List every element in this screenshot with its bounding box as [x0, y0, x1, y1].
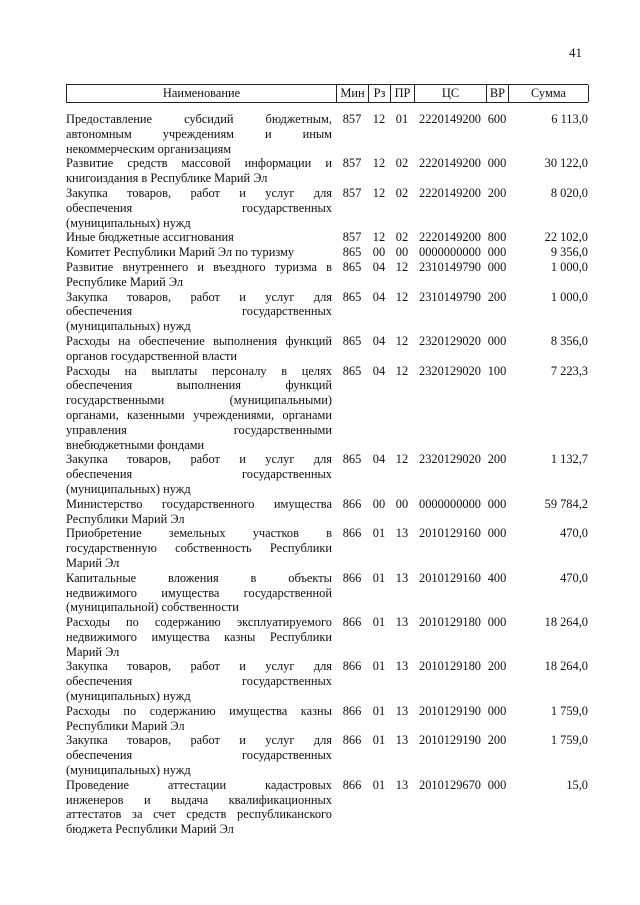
table-row	[66, 186, 588, 230]
row-vr: 100	[487, 363, 507, 378]
row-min: 866	[342, 570, 362, 585]
header-cs: ЦС	[415, 85, 487, 102]
row-name-line: Расходы на обеспечение выполнения функций	[66, 333, 332, 348]
header-vr: ВР	[487, 85, 509, 102]
row-vr: 200	[487, 452, 507, 467]
budget-table	[66, 84, 588, 837]
row-cs: 2010129190	[419, 703, 481, 718]
row-sum: 1 132,7	[550, 452, 588, 467]
row-rz: 01	[372, 703, 386, 718]
row-name	[66, 260, 336, 290]
row-name-line: Республике Марий Эл	[66, 274, 184, 289]
row-sum: 30 122,0	[544, 156, 588, 171]
row-cs: 2010129160	[419, 526, 481, 541]
row-min: 866	[342, 703, 362, 718]
row-vr: 000	[487, 526, 507, 541]
row-pr: 13	[395, 526, 409, 541]
header-min: Мин	[337, 85, 369, 102]
row-name-line: (муниципальной) собственности	[66, 600, 239, 615]
row-rz: 01	[372, 526, 386, 541]
row-rz: 04	[372, 452, 386, 467]
row-name-line: внебюджетными фондами	[66, 437, 205, 452]
row-name-line: некоммерческим организациям	[66, 141, 232, 156]
row-cs: 2010129670	[419, 777, 481, 792]
row-name-line: Марий Эл	[66, 555, 120, 570]
row-name-line: Закупка товаров, работ и услуг для	[66, 659, 332, 674]
row-pr: 13	[395, 703, 409, 718]
row-rz: 04	[372, 333, 386, 348]
row-rz: 00	[372, 245, 386, 260]
table-row	[66, 778, 588, 837]
row-name-line: органов государственной власти	[66, 348, 238, 363]
row-cs: 2320129020	[419, 363, 481, 378]
header-sum: Сумма	[509, 85, 589, 102]
row-min: 866	[342, 733, 362, 748]
row-name-line: Республики Марий Эл	[66, 718, 185, 733]
row-rz: 04	[372, 259, 386, 274]
row-name-line: Закупка товаров, работ и услуг для	[66, 733, 332, 748]
row-pr: 13	[395, 733, 409, 748]
row-sum: 1 000,0	[550, 259, 588, 274]
row-vr: 000	[487, 615, 507, 630]
row-cs: 0000000000	[419, 496, 481, 511]
table-header	[66, 84, 588, 103]
page-number: 41	[569, 45, 582, 60]
row-min: 866	[342, 615, 362, 630]
table-row	[66, 704, 588, 734]
table-body	[66, 112, 588, 837]
row-min: 865	[342, 363, 362, 378]
row-name	[66, 733, 336, 777]
row-rz: 00	[372, 496, 386, 511]
row-min: 857	[342, 156, 362, 171]
row-rz: 01	[372, 570, 386, 585]
row-rz: 12	[372, 230, 386, 245]
row-name	[66, 334, 336, 364]
row-pr: 00	[395, 245, 409, 260]
row-vr: 200	[487, 289, 507, 304]
row-name-line: органами, казенными учреждениями, органами	[66, 407, 332, 422]
row-name-line: Республики Марий Эл	[66, 511, 185, 526]
row-pr: 13	[395, 777, 409, 792]
row-name	[66, 778, 336, 837]
row-name-line: недвижимого имущества государственной	[66, 585, 332, 600]
row-rz: 12	[372, 185, 386, 200]
row-name-line: обеспечения государственных	[66, 467, 332, 482]
row-min: 866	[342, 496, 362, 511]
row-name-line: автономным учреждениям и иным	[66, 126, 332, 141]
row-cs: 2010129180	[419, 659, 481, 674]
row-vr: 600	[487, 112, 507, 126]
row-min: 857	[342, 230, 362, 245]
row-name-line: обеспечения государственных	[66, 674, 332, 689]
row-cs: 0000000000	[419, 245, 481, 260]
row-sum: 15,0	[566, 777, 588, 792]
table-row	[66, 733, 588, 777]
row-vr: 000	[487, 703, 507, 718]
row-vr: 000	[487, 496, 507, 511]
table-row	[66, 334, 588, 364]
table-row	[66, 290, 588, 334]
row-vr: 000	[487, 245, 507, 260]
row-name-line: обеспечения государственных	[66, 200, 332, 215]
row-rz: 04	[372, 363, 386, 378]
row-name-line: обеспечения государственных	[66, 304, 332, 319]
row-rz: 01	[372, 733, 386, 748]
row-name-line: государственную собственность Республики	[66, 541, 332, 556]
row-cs: 2220149200	[419, 112, 481, 126]
row-sum: 8 020,0	[550, 185, 588, 200]
row-min: 857	[342, 112, 362, 126]
row-vr: 000	[487, 777, 507, 792]
row-name	[66, 245, 336, 260]
row-name-line: Закупка товаров, работ и услуг для	[66, 185, 332, 200]
row-vr: 000	[487, 259, 507, 274]
row-name-line: (муниципальных) нужд	[66, 481, 191, 496]
row-name	[66, 452, 336, 496]
table-row	[66, 364, 588, 453]
row-sum: 18 264,0	[544, 615, 588, 630]
row-name-line: Марий Эл	[66, 644, 120, 659]
row-vr: 800	[487, 230, 507, 245]
row-min: 865	[342, 452, 362, 467]
row-rz: 04	[372, 289, 386, 304]
row-vr: 000	[487, 333, 507, 348]
row-vr: 400	[487, 570, 507, 585]
row-name-line: Предоставление субсидий бюджетным,	[66, 112, 332, 126]
table-row	[66, 526, 588, 570]
row-name	[66, 186, 336, 230]
header-name: Наименование	[67, 85, 337, 102]
row-vr: 200	[487, 659, 507, 674]
row-pr: 02	[395, 185, 409, 200]
row-name	[66, 497, 336, 527]
row-name-line: бюджета Республики Марий Эл	[66, 822, 234, 837]
header-rz: Рз	[369, 85, 391, 102]
table-row	[66, 659, 588, 703]
row-pr: 12	[395, 289, 409, 304]
table-row	[66, 112, 588, 156]
row-cs: 2320129020	[419, 452, 481, 467]
row-min: 865	[342, 333, 362, 348]
row-name-line: Министерство государственного имущества	[66, 496, 332, 511]
row-min: 866	[342, 659, 362, 674]
row-pr: 00	[395, 496, 409, 511]
row-min: 857	[342, 185, 362, 200]
row-name-line: инженеров и выдача квалификационных	[66, 792, 332, 807]
row-pr: 01	[395, 112, 409, 126]
row-rz: 01	[372, 615, 386, 630]
row-name-line: обеспечения выполнения функций	[66, 378, 332, 393]
row-pr: 12	[395, 363, 409, 378]
row-pr: 13	[395, 615, 409, 630]
row-min: 866	[342, 526, 362, 541]
row-rz: 12	[372, 156, 386, 171]
row-name-line: Расходы по содержанию имущества казны	[66, 703, 332, 718]
row-name-line: обеспечения государственных	[66, 748, 332, 763]
row-sum: 470,0	[560, 570, 588, 585]
row-sum: 8 356,0	[550, 333, 588, 348]
row-cs: 2220149200	[419, 185, 481, 200]
table-row	[66, 615, 588, 659]
row-name-line: Капитальные вложения в объекты	[66, 570, 332, 585]
row-name-line: Закупка товаров, работ и услуг для	[66, 452, 332, 467]
row-min: 866	[342, 777, 362, 792]
row-sum: 22 102,0	[544, 230, 588, 245]
row-name-line: Развитие внутреннего и въездного туризма в	[66, 259, 332, 274]
row-sum: 470,0	[560, 526, 588, 541]
row-pr: 02	[395, 156, 409, 171]
row-name	[66, 704, 336, 734]
row-name-line: Закупка товаров, работ и услуг для	[66, 289, 332, 304]
table-row	[66, 245, 588, 260]
row-sum: 9 356,0	[550, 245, 588, 260]
row-name	[66, 230, 336, 245]
row-name	[66, 615, 336, 659]
row-name-line: (муниципальных) нужд	[66, 763, 191, 778]
table-row	[66, 571, 588, 615]
row-name-line: Расходы на выплаты персоналу в целях	[66, 363, 332, 378]
row-name-line: Иные бюджетные ассигнования	[66, 230, 234, 245]
row-name	[66, 659, 336, 703]
row-name-line: Развитие средств массовой информации и	[66, 156, 332, 171]
row-cs: 2010129180	[419, 615, 481, 630]
table-row	[66, 230, 588, 245]
row-sum: 1 000,0	[550, 289, 588, 304]
row-cs: 2220149200	[419, 230, 481, 245]
row-rz: 01	[372, 777, 386, 792]
row-name-line: книгоиздания в Республике Марий Эл	[66, 171, 268, 186]
row-cs: 2010129160	[419, 570, 481, 585]
row-name-line: Проведение аттестации кадастровых	[66, 777, 332, 792]
row-sum: 6 113,0	[551, 112, 588, 126]
row-name-line: государственными (муниципальными)	[66, 393, 332, 408]
row-sum: 59 784,2	[544, 496, 588, 511]
row-cs: 2310149790	[419, 289, 481, 304]
row-vr: 000	[487, 156, 507, 171]
row-pr: 13	[395, 659, 409, 674]
row-vr: 200	[487, 733, 507, 748]
row-name-line: Расходы по содержанию эксплуатируемого	[66, 615, 332, 630]
row-cs: 2010129190	[419, 733, 481, 748]
row-vr: 200	[487, 185, 507, 200]
row-name-line: Комитет Республики Марий Эл по туризму	[66, 245, 295, 260]
row-rz: 01	[372, 659, 386, 674]
row-cs: 2320129020	[419, 333, 481, 348]
row-name	[66, 112, 336, 156]
row-cs: 2310149790	[419, 259, 481, 274]
row-name-line: аттестатов за счет средств республиканского	[66, 807, 332, 822]
row-min: 865	[342, 245, 362, 260]
row-min: 865	[342, 259, 362, 274]
row-name	[66, 156, 336, 186]
row-name-line: Приобретение земельных участков в	[66, 526, 332, 541]
row-name-line: (муниципальных) нужд	[66, 689, 191, 704]
row-name-line: управления государственными	[66, 422, 332, 437]
row-name	[66, 290, 336, 334]
row-name-line: недвижимого имущества казны Республики	[66, 629, 332, 644]
row-name-line: (муниципальных) нужд	[66, 319, 191, 334]
row-name	[66, 526, 336, 570]
table-row	[66, 452, 588, 496]
row-sum: 1 759,0	[550, 703, 588, 718]
row-pr: 12	[395, 333, 409, 348]
row-cs: 2220149200	[419, 156, 481, 171]
row-name	[66, 364, 336, 453]
row-pr: 12	[395, 452, 409, 467]
row-sum: 1 759,0	[550, 733, 588, 748]
table-row	[66, 156, 588, 186]
header-pr: ПР	[391, 85, 415, 102]
table-row	[66, 497, 588, 527]
table-row	[66, 260, 588, 290]
row-pr: 12	[395, 259, 409, 274]
row-sum: 18 264,0	[544, 659, 588, 674]
row-name-line: (муниципальных) нужд	[66, 215, 191, 230]
row-sum: 7 223,3	[550, 363, 588, 378]
row-rz: 12	[372, 112, 386, 126]
row-min: 865	[342, 289, 362, 304]
row-pr: 13	[395, 570, 409, 585]
row-name	[66, 571, 336, 615]
row-pr: 02	[395, 230, 409, 245]
